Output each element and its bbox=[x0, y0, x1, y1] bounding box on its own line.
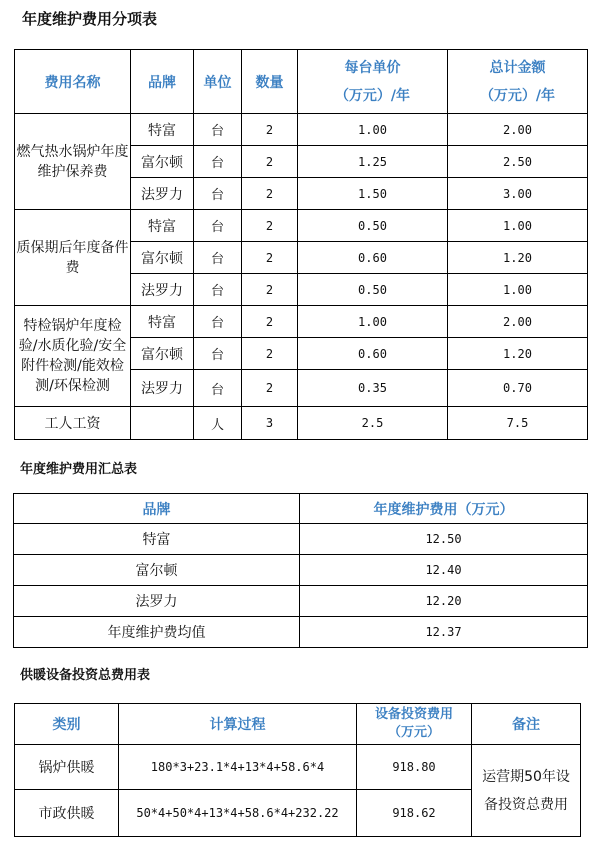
total-cell: 1.00 bbox=[448, 210, 588, 242]
unit-cell: 台 bbox=[194, 338, 242, 370]
header-unit: 单位 bbox=[194, 50, 242, 114]
group-name: 特检锅炉年度检验/水质化验/安全附件检测/能效检测/环保检测 bbox=[15, 306, 131, 407]
group-name: 燃气热水锅炉年度维护保养费 bbox=[15, 114, 131, 210]
total-cell: 1.20 bbox=[448, 242, 588, 274]
brand-cell: 法罗力 bbox=[131, 370, 194, 407]
unit-cell: 台 bbox=[194, 146, 242, 178]
header-brand: 品牌 bbox=[131, 50, 194, 114]
header-qty: 数量 bbox=[242, 50, 298, 114]
brand-cell: 法罗力 bbox=[131, 274, 194, 306]
brand-cell bbox=[131, 407, 194, 440]
unit-cell: 台 bbox=[194, 242, 242, 274]
table-row bbox=[15, 210, 588, 242]
cost-cell: 918.62 bbox=[357, 790, 472, 837]
maintenance-detail-table bbox=[14, 49, 588, 440]
cost-cell: 12.50 bbox=[300, 524, 588, 555]
qty-cell: 2 bbox=[242, 338, 298, 370]
table-row bbox=[14, 555, 588, 586]
category-cell: 锅炉供暖 bbox=[15, 745, 119, 790]
table-row bbox=[15, 306, 588, 338]
total-cell: 1.20 bbox=[448, 338, 588, 370]
unit-price-cell: 1.50 bbox=[298, 178, 448, 210]
total-cell: 2.50 bbox=[448, 146, 588, 178]
qty-cell: 2 bbox=[242, 178, 298, 210]
qty-cell: 2 bbox=[242, 146, 298, 178]
unit-cell: 人 bbox=[194, 407, 242, 440]
brand-cell: 富尔顿 bbox=[131, 242, 194, 274]
unit-cell: 台 bbox=[194, 210, 242, 242]
total-cell: 7.5 bbox=[448, 407, 588, 440]
group-name: 质保期后年度备件费 bbox=[15, 210, 131, 306]
unit-cell: 台 bbox=[194, 306, 242, 338]
header-total-line1: 总计金额 bbox=[489, 59, 546, 76]
cost-cell: 12.37 bbox=[300, 617, 588, 648]
unit-cell: 台 bbox=[194, 178, 242, 210]
header-unit-price-line2: （万元）/年 bbox=[334, 87, 411, 104]
total-cell: 3.00 bbox=[448, 178, 588, 210]
header-total-line2: （万元）/年 bbox=[479, 87, 556, 104]
brand-cell: 法罗力 bbox=[14, 586, 300, 617]
header-cost-line2: （万元） bbox=[387, 725, 440, 740]
cost-cell: 12.20 bbox=[300, 586, 588, 617]
unit-price-cell: 0.35 bbox=[298, 370, 448, 407]
qty-cell: 2 bbox=[242, 242, 298, 274]
header-unit-price bbox=[298, 50, 448, 114]
table-row bbox=[14, 617, 588, 648]
calc-cell: 50*4+50*4+13*4+58.6*4+232.22 bbox=[119, 790, 357, 837]
unit-price-cell: 1.00 bbox=[298, 306, 448, 338]
header-cost bbox=[357, 704, 472, 745]
investment-cost-table bbox=[14, 703, 581, 837]
table-row bbox=[14, 586, 588, 617]
qty-cell: 2 bbox=[242, 306, 298, 338]
unit-cell: 台 bbox=[194, 370, 242, 407]
unit-price-cell: 1.25 bbox=[298, 146, 448, 178]
qty-cell: 2 bbox=[242, 274, 298, 306]
detail-table-title: 年度维护费用分项表 bbox=[22, 10, 158, 28]
note-cell: 运营期50年设备投资总费用 bbox=[472, 745, 581, 837]
header-category: 类别 bbox=[15, 704, 119, 745]
labor-name: 工人工资 bbox=[15, 407, 131, 440]
table-row bbox=[15, 745, 581, 790]
investment-table-title: 供暖设备投资总费用表 bbox=[20, 668, 151, 683]
header-name: 费用名称 bbox=[15, 50, 131, 114]
brand-cell: 特富 bbox=[131, 210, 194, 242]
total-cell: 2.00 bbox=[448, 306, 588, 338]
qty-cell: 2 bbox=[242, 370, 298, 407]
qty-cell: 2 bbox=[242, 210, 298, 242]
header-cost-line1: 设备投资费用 bbox=[374, 707, 453, 722]
brand-cell: 富尔顿 bbox=[131, 338, 194, 370]
unit-cell: 台 bbox=[194, 114, 242, 146]
brand-cell: 富尔顿 bbox=[14, 555, 300, 586]
table-header-row bbox=[14, 494, 588, 524]
brand-cell: 法罗力 bbox=[131, 178, 194, 210]
unit-price-cell: 0.60 bbox=[298, 242, 448, 274]
table-row bbox=[15, 114, 588, 146]
brand-cell: 特富 bbox=[14, 524, 300, 555]
table-header-row bbox=[15, 50, 588, 114]
qty-cell: 2 bbox=[242, 114, 298, 146]
header-note: 备注 bbox=[472, 704, 581, 745]
brand-cell: 年度维护费均值 bbox=[14, 617, 300, 648]
brand-cell: 富尔顿 bbox=[131, 146, 194, 178]
brand-cell: 特富 bbox=[131, 306, 194, 338]
unit-price-cell: 1.00 bbox=[298, 114, 448, 146]
cost-cell: 918.80 bbox=[357, 745, 472, 790]
calc-cell: 180*3+23.1*4+13*4+58.6*4 bbox=[119, 745, 357, 790]
unit-price-cell: 2.5 bbox=[298, 407, 448, 440]
header-cost: 年度维护费用（万元） bbox=[300, 494, 588, 524]
qty-cell: 3 bbox=[242, 407, 298, 440]
header-calc: 计算过程 bbox=[119, 704, 357, 745]
brand-cell: 特富 bbox=[131, 114, 194, 146]
unit-price-cell: 0.50 bbox=[298, 210, 448, 242]
table-row bbox=[14, 524, 588, 555]
table-header-row bbox=[15, 704, 581, 745]
unit-cell: 台 bbox=[194, 274, 242, 306]
unit-price-cell: 0.60 bbox=[298, 338, 448, 370]
header-brand: 品牌 bbox=[14, 494, 300, 524]
header-total bbox=[448, 50, 588, 114]
total-cell: 1.00 bbox=[448, 274, 588, 306]
labor-row bbox=[15, 407, 588, 440]
header-unit-price-line1: 每台单价 bbox=[344, 59, 401, 76]
total-cell: 0.70 bbox=[448, 370, 588, 407]
cost-cell: 12.40 bbox=[300, 555, 588, 586]
summary-table-title: 年度维护费用汇总表 bbox=[20, 462, 138, 477]
maintenance-summary-table bbox=[13, 493, 588, 648]
unit-price-cell: 0.50 bbox=[298, 274, 448, 306]
category-cell: 市政供暖 bbox=[15, 790, 119, 837]
total-cell: 2.00 bbox=[448, 114, 588, 146]
